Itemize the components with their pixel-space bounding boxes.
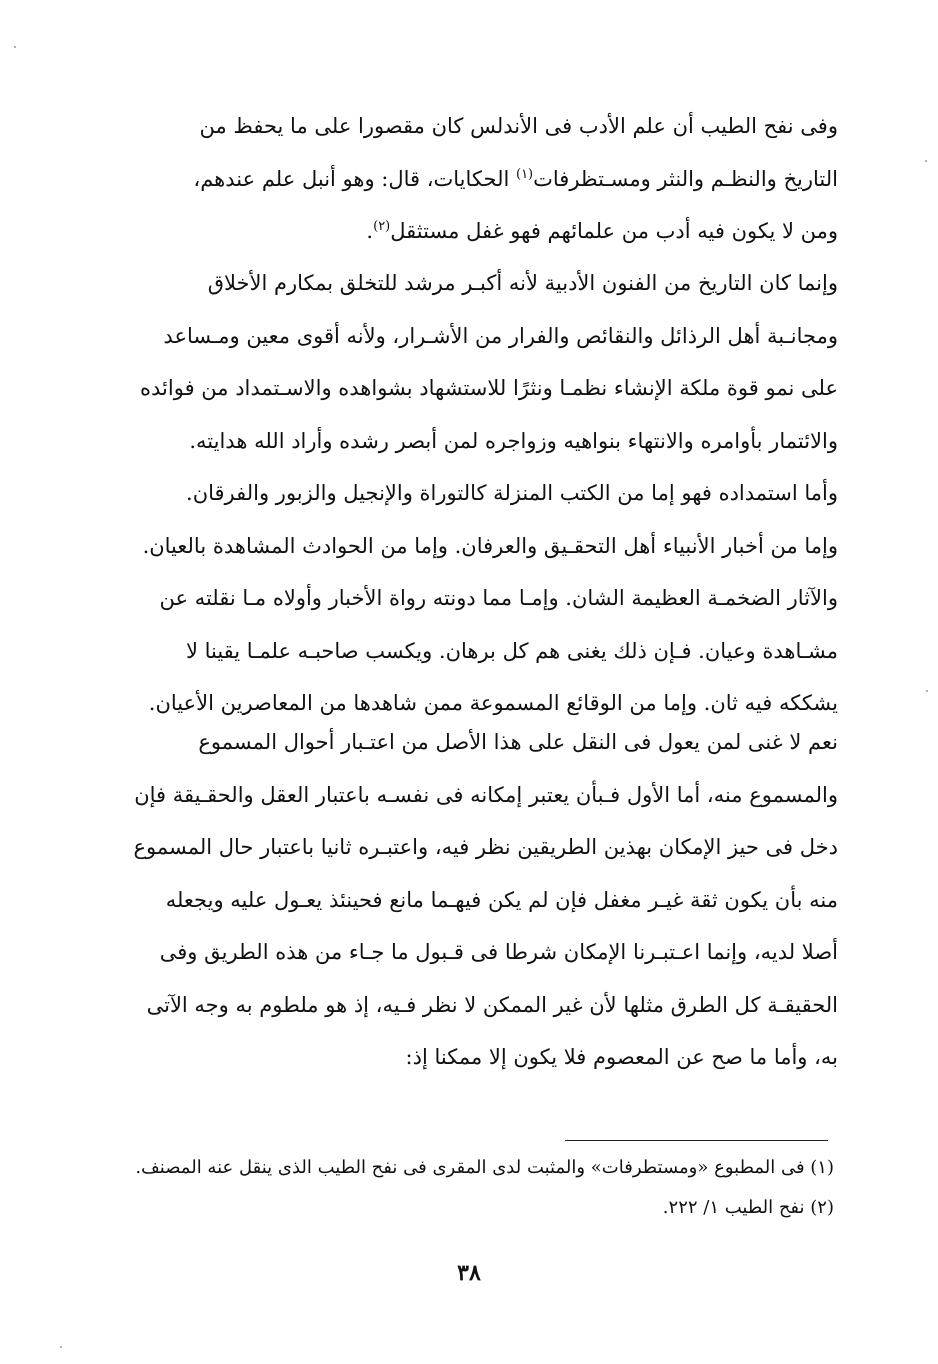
paragraph-2-line-3: على نمو قوة ملكة الإنشاء نظمـا ونثرًا للاستشهاد بشواهده والاسـتمداد من فوائده (140, 376, 838, 400)
paragraph-3-line-5: يشككه فيه ثان. وإما من الوقائع المسموعة ممن شاهدها من المعاصرين الأعيان. (148, 691, 838, 715)
paragraph-2-line-4: والائتمار بأوامره والانتهاء بنواهيه وزواجره لمن أبصر رشده وأراد الله هدايته. (189, 428, 838, 453)
paragraph-1-line-2 (96, 153, 838, 206)
paragraph-3-line-1: وأما استمداده فهو إما من الكتب المنزلة كالتوراة والإنجيل والزبور والفرقان. (186, 481, 838, 505)
paragraph-2 (96, 257, 838, 467)
paragraph-1-line-3 (96, 205, 838, 258)
footnote-ref-2[interactable]: (٢) (373, 219, 391, 234)
scan-speck (14, 46, 16, 48)
paragraph-4-line-7: به، وأما ما صح عن المعصوم فلا يكون إلا ممكنا إذ: (405, 1045, 838, 1069)
page-number: ٣٨ (457, 1260, 481, 1286)
footnote-ref-1[interactable]: (١) (515, 166, 534, 182)
paragraph-3-line-4: مشـاهدة وعيان. فـإن ذلك يغنى هم كل برهان. ويكسب صاحبـه علمـا يقينا لا (185, 638, 838, 663)
paragraph-1-line-3-end: . (366, 219, 374, 243)
paragraph-3-line-3: والآثار الضخمـة العظيمة الشان. وإمـا مما دونته رواة الأخبار وأولاه مـا نقلته عن (159, 586, 838, 610)
paragraph-4-line-2: والمسموع منه، أما الأول فـبأن يعتبر إمكانه فى نفسـه باعتبار العقل والحقـيقة فإن (134, 782, 838, 807)
paragraph-3-line-2: وإما من أخبار الأنبياء أهل التحقـيق والعرفان. وإما من الحوادث المشاهدة بالعيان. (142, 533, 838, 558)
footnote-2: (٢) نفح الطيب ١/ ٢٢٢. (662, 1197, 834, 1218)
paragraph-3 (96, 467, 838, 730)
paragraph-1-line-1: وفى نفح الطيب أن علم الأدب فى الأندلس كان مقصورا على ما يحفظ من (199, 114, 838, 138)
paragraph-2-line-2: ومجانـبة أهل الرذائل والنقائص والفرار من الأشـرار، ولأنه أقوى معين ومـساعد (163, 323, 838, 348)
footnote-1: (١) فى المطبوع «ومستطرفات» والمثبت لدى المقرى فى نفح الطيب الذى ينقل عنه المصنف. (135, 1157, 834, 1178)
footnotes (96, 1148, 834, 1228)
paragraph-4 (96, 716, 838, 1084)
paragraph-1-line-2-rest: الحكايات، قال: وهو أنبل علم عندهم، (193, 166, 516, 191)
paragraph-4-line-6: الحقيقـة كل الطرق مثلها لأن غير الممكن لا نظر فـيه، إذ هو ملطوم به وجه الآتى (146, 992, 838, 1017)
paragraph-4-line-4: منه بأن يكون ثقة غيـر مغفل فإن لم يكن فيهـما مانع فحينئذ يعـول عليه ويجعله (165, 887, 838, 912)
scan-speck (925, 160, 927, 162)
paragraph-1 (96, 100, 838, 258)
scan-speck (60, 1346, 62, 1348)
paragraph-4-line-5: أصلا لديه، وإنما اعـتبـرنا الإمكان شرطا فى قـبول ما جـاء من هذه الطريق وفى (159, 940, 838, 964)
paragraph-4-line-1: نعم لا غنى لمن يعول فى النقل على هذا الأصل من اعتـبار أحوال المسموع (198, 730, 838, 754)
scan-speck (926, 690, 928, 692)
paragraph-1-line-2-text: التاريخ والنظـم والنثر ومسـتظرفات (533, 166, 838, 191)
paragraph-4-line-3: دخل فى حيز الإمكان بهذين الطريقين نظر فيه، واعتبـره ثانيا باعتبار حال المسموع (133, 835, 838, 859)
footnote-divider (565, 1140, 828, 1141)
paragraph-1-line-3-text: ومن لا يكون فيه أدب من علمائهم فهو غفل مستثقل (390, 219, 838, 243)
paragraph-2-line-1: وإنما كان التاريخ من الفنون الأدبية لأنه أكبـر مرشد للتخلق بمكارم الأخلاق (207, 271, 838, 295)
